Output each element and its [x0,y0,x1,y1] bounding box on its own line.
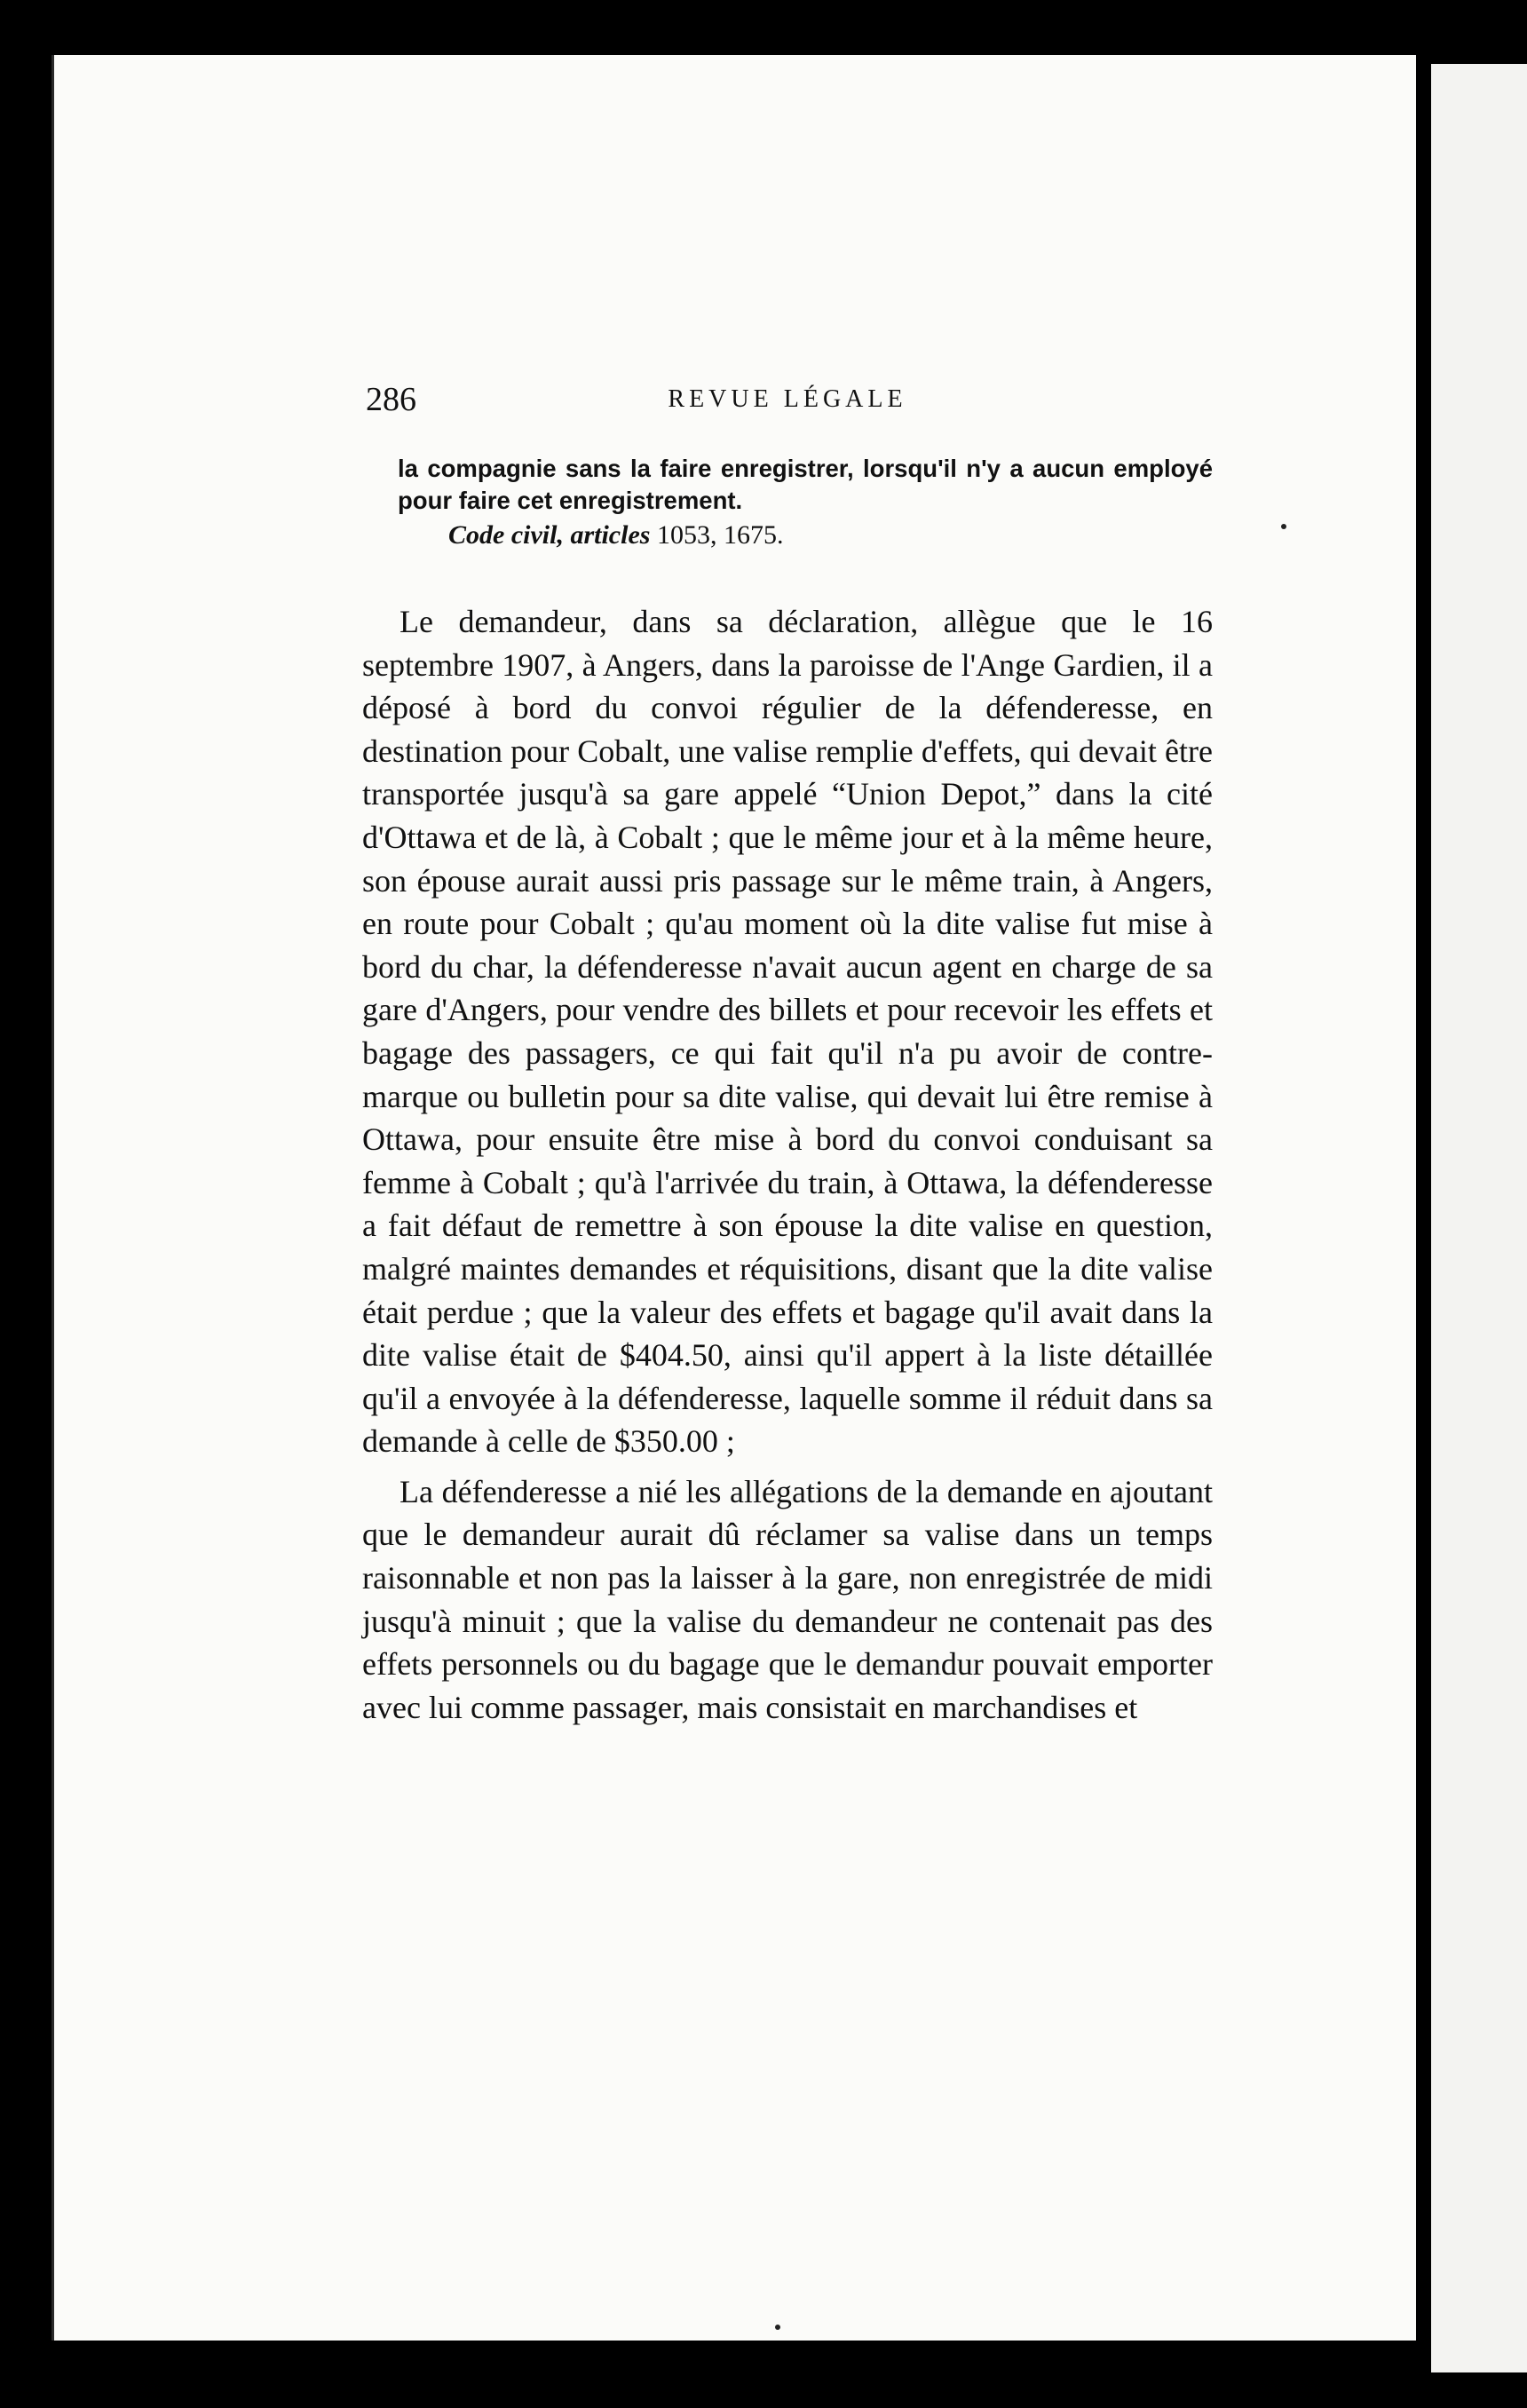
speck-mark [775,2325,780,2330]
page-number: 286 [366,381,416,418]
body-text [362,600,1213,1736]
page-header [366,380,1209,433]
citation-numbers: 1053, 1675. [656,520,784,550]
running-title: REVUE LÉGALE [668,385,907,413]
speck-mark [1281,524,1286,529]
paragraph: Le demandeur, dans sa déclaration, allègue que le 16 septembre 1907, à Angers, dans la paroisse de l'Ange Gardien, il a déposé à bord du convoi régulier de la défenderesse, en destination pour Cobalt, une valise remplie d'effets, qui devait être transportée jusqu'à sa gare appelé “Union Depot,” dans la cité d'Ottawa et de là, à Cobalt ; que le même jour et à la même heure, son épouse aurait aussi pris passage sur le même train, à Angers, en route pour Cobalt ; qu'au moment où la dite valise fut mise à bord du char, la défenderesse n'avait aucun agent en charge de sa gare d'Angers, pour vendre des billets et pour recevoir les effets et bagage des passagers, ce qui fait qu'il n'a pu avoir de contre-marque ou bulletin pour sa dite valise, qui devait lui être remise à Ottawa, pour ensuite être mise à bord du convoi conduisant sa femme à Cobalt ; qu'à l'arrivée du train, à Ottawa, la défenderesse a fait défaut de remettre à son épouse la dite valise en question, malgré maintes demandes et réquisitions, disant que la dite valise était perdue ; que la valeur des effets et bagage qu'il avait dans la dite valise était de $404.50, ainsi qu'il appert à la liste détaillée qu'il a envoyée à la défenderesse, laquelle somme il réduit dans sa demande à celle de $350.00 ; [362,604,1213,1460]
citation-label: Code civil, articles [448,520,651,550]
paragraph: La défenderesse a nié les allégations de la demande en ajoutant que le demandeur aurait dû réclamer sa valise dans un temps raisonnable et non pas la laisser à la gare, non enregistrée de midi jusqu'à minuit ; que la valise du demandeur ne contenait pas des effets personnels ou du bagage que le demandur pouvait emporter avec lui comme passager, mais consistait en marchandises et [362,1473,1213,1725]
citation [448,520,783,551]
case-summary: la compagnie sans la faire enregistrer, lorsqu'il n'y a aucun employé pour faire cet enregistrement. [398,455,1213,514]
adjacent-page-edge [1431,64,1527,2372]
